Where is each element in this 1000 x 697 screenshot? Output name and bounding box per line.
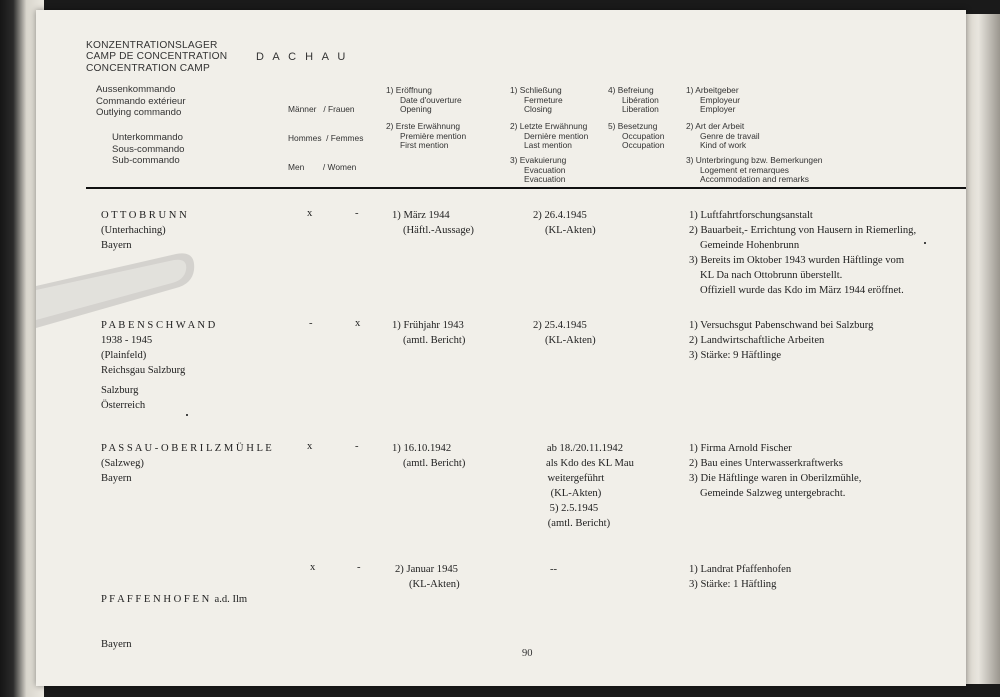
- entry-title: P A S S A U - O B E R I L Z M Ü H L E: [101, 443, 272, 454]
- h-first-1: 2) Erste Erwähnung: [386, 121, 461, 131]
- header-remarks: [686, 156, 822, 185]
- header-employer: [686, 86, 740, 115]
- stray-mark: [924, 242, 926, 244]
- close-line: als Kdo des KL Mau: [546, 458, 634, 469]
- entry-closing: [536, 441, 634, 531]
- camp-label-fr: CAMP DE CONCENTRATION: [86, 51, 228, 63]
- h-last-3: Last mention: [524, 140, 572, 151]
- entry-opening: [395, 562, 460, 592]
- outlying-fr: Commando extérieur: [96, 95, 186, 107]
- entry-title: P F A F F E N H O F E N a.d. Ilm: [101, 594, 248, 605]
- men-mark: x: [307, 208, 313, 219]
- close-line: 2) 26.4.1945: [533, 210, 587, 221]
- page-clip: [36, 236, 206, 336]
- book-right-edge: [964, 14, 1000, 684]
- open-line: (amtl. Bericht): [403, 458, 466, 469]
- remark-line: 1) Firma Arnold Fischer: [689, 443, 792, 454]
- close-line: (KL-Akten): [545, 225, 596, 236]
- h-emp-3: Employer: [700, 104, 736, 115]
- header-evacuation: [510, 156, 566, 185]
- remark-line: Offiziell wurde das Kdo im März 1944 eröffnet.: [700, 285, 904, 296]
- h-emp-2: Employeur: [700, 94, 741, 105]
- entry-closing: [533, 208, 596, 238]
- camp-label-en: CONCENTRATION CAMP: [86, 62, 210, 74]
- entry-closing: [550, 562, 557, 577]
- h-lib-2: Libération: [622, 94, 659, 105]
- entry-line: 1938 - 1945: [101, 335, 153, 346]
- h-close-1: 1) Schließung: [510, 85, 562, 95]
- entry-line: (Plainfeld): [101, 350, 147, 361]
- remark-line: 2) Landwirtschaftliche Arbeiten: [689, 335, 825, 346]
- h-occ-2: Occupation: [622, 130, 665, 141]
- entry-opening: [392, 208, 474, 238]
- h-first-3: First mention: [400, 140, 449, 151]
- close-line: (KL-Akten): [550, 488, 602, 499]
- open-line: (KL-Akten): [409, 579, 460, 590]
- h-first-2: Première mention: [400, 130, 467, 141]
- open-line: 1) Frühjahr 1943: [392, 320, 464, 331]
- header-first-mention: [386, 122, 466, 151]
- entry-line: Salzburg: [101, 385, 139, 396]
- h-rem-2: Logement et remarques: [700, 164, 789, 175]
- entry-line: (Unterhaching): [101, 225, 166, 236]
- women-mark: -: [355, 208, 359, 219]
- h-rem-3: Accommodation and remarks: [700, 174, 809, 185]
- entry-title: O T T O B R U N N: [101, 210, 187, 221]
- remark-line: 3) Stärke: 9 Häftlinge: [689, 350, 782, 361]
- header-work: [686, 122, 760, 151]
- remark-line: 3) Die Häftlinge waren in Oberilzmühle,: [689, 473, 862, 484]
- h-occ-3: Occupation: [622, 140, 665, 151]
- entry-name-pfaffenhofen: [101, 562, 247, 667]
- close-line: (amtl. Bericht): [547, 518, 611, 529]
- remark-line: 1) Versuchsgut Pabenschwand bei Salzburg: [689, 320, 874, 331]
- remark-line: Gemeinde Salzweg untergebracht.: [700, 488, 846, 499]
- h-open-2: Date d'ouverture: [400, 94, 462, 105]
- entry-line: (Salzweg): [101, 458, 144, 469]
- h-last-2: Dernière mention: [524, 130, 589, 141]
- close-line: 5) 2.5.1945: [549, 503, 599, 514]
- h-close-2: Fermeture: [524, 94, 563, 105]
- gender-fr: Hommes / Femmes: [288, 132, 364, 143]
- outlying-commando-label: [96, 84, 186, 119]
- header-closing: [510, 86, 563, 115]
- h-occ-1: 5) Besetzung: [608, 121, 658, 131]
- h-work-3: Kind of work: [700, 140, 747, 151]
- sub-commando-label: [112, 132, 185, 167]
- entry-closing: [533, 318, 596, 348]
- h-work-2: Genre de travail: [700, 130, 760, 141]
- close-line: ab 18./20.11.1942: [546, 443, 623, 454]
- women-mark: -: [355, 441, 359, 452]
- h-lib-1: 4) Befreiung: [608, 85, 654, 95]
- header-liberation: [608, 86, 659, 115]
- h-last-1: 2) Letzte Erwähnung: [510, 121, 588, 131]
- entry-remarks: [689, 208, 916, 298]
- camp-label: [86, 40, 227, 74]
- h-work-1: 2) Art der Arbeit: [686, 121, 745, 131]
- header-last-mention: [510, 122, 588, 151]
- entry-title: P A B E N S C H W A N D: [101, 320, 216, 331]
- camp-label-de: KONZENTRATIONSLAGER: [86, 40, 218, 51]
- h-rem-1: 3) Unterbringung bzw. Bemerkungen: [686, 155, 823, 165]
- header-divider: [86, 187, 966, 189]
- h-lib-3: Liberation: [622, 104, 659, 115]
- remark-line: 3) Stärke: 1 Häftling: [689, 579, 777, 590]
- women-mark: x: [355, 318, 361, 329]
- entry-remarks: [689, 318, 873, 363]
- close-line: --: [550, 564, 558, 575]
- entry-line: Bayern: [101, 240, 132, 251]
- remark-line: 2) Bauarbeit,- Errichtung von Hausern in Riemerling,: [689, 225, 917, 236]
- h-close-3: Closing: [524, 104, 552, 115]
- men-mark: x: [307, 441, 313, 452]
- remark-line: 2) Bau eines Unterwasserkraftwerks: [689, 458, 843, 469]
- entry-line: Österreich: [101, 400, 146, 411]
- remark-line: KL Da nach Ottobrunn überstellt.: [700, 270, 843, 281]
- close-line: weitergeführt: [547, 473, 605, 484]
- entry-line: Bayern: [101, 639, 132, 650]
- remark-line: 1) Luftfahrtforschungsanstalt: [689, 210, 813, 221]
- sub-de: Unterkommando: [112, 132, 183, 143]
- sub-en: Sub-commando: [112, 155, 180, 167]
- open-line: 1) 16.10.1942: [392, 443, 452, 454]
- gender-header: [288, 86, 363, 182]
- men-mark: -: [309, 318, 313, 329]
- h-evac-2: Evacuation: [524, 164, 566, 175]
- header-opening: [386, 86, 462, 115]
- outlying-en: Outlying commando: [96, 107, 182, 119]
- open-line: (amtl. Bericht): [403, 335, 466, 346]
- gender-en: Men / Women: [288, 161, 357, 172]
- close-line: (KL-Akten): [545, 335, 596, 346]
- header-occupation: [608, 122, 664, 151]
- camp-name: D A C H A U: [256, 51, 349, 63]
- stray-mark: [186, 414, 188, 416]
- entry-line: Bayern: [101, 473, 132, 484]
- close-line: 2) 25.4.1945: [533, 320, 587, 331]
- entry-remarks: [689, 562, 791, 592]
- remark-line: 1) Landrat Pfaffenhofen: [689, 564, 792, 575]
- entry-opening: [392, 318, 465, 348]
- open-line: (Häftl.-Aussage): [403, 225, 474, 236]
- h-evac-3: Evacuation: [524, 174, 566, 185]
- remark-line: 3) Bereits im Oktober 1943 wurden Häftlinge vom: [689, 255, 905, 266]
- remark-line: Gemeinde Hohenbrunn: [700, 240, 800, 251]
- h-open-1: 1) Eröffnung: [386, 85, 432, 95]
- open-line: 2) Januar 1945: [395, 564, 458, 575]
- gender-de: Männer / Frauen: [288, 104, 355, 115]
- women-mark: -: [357, 562, 361, 573]
- entry-remarks: [689, 441, 861, 501]
- h-evac-1: 3) Evakuierung: [510, 155, 567, 165]
- entry-opening: [392, 441, 465, 471]
- men-mark: x: [310, 562, 316, 573]
- open-line: 1) März 1944: [392, 210, 450, 221]
- entry-line: Reichsgau Salzburg: [101, 365, 186, 376]
- outlying-de: Aussenkommando: [96, 84, 176, 95]
- page-number: 90: [522, 648, 533, 659]
- entry-name-passau: [101, 441, 272, 486]
- sub-fr: Sous-commando: [112, 143, 185, 155]
- h-open-3: Opening: [400, 104, 432, 115]
- h-emp-1: 1) Arbeitgeber: [686, 85, 739, 95]
